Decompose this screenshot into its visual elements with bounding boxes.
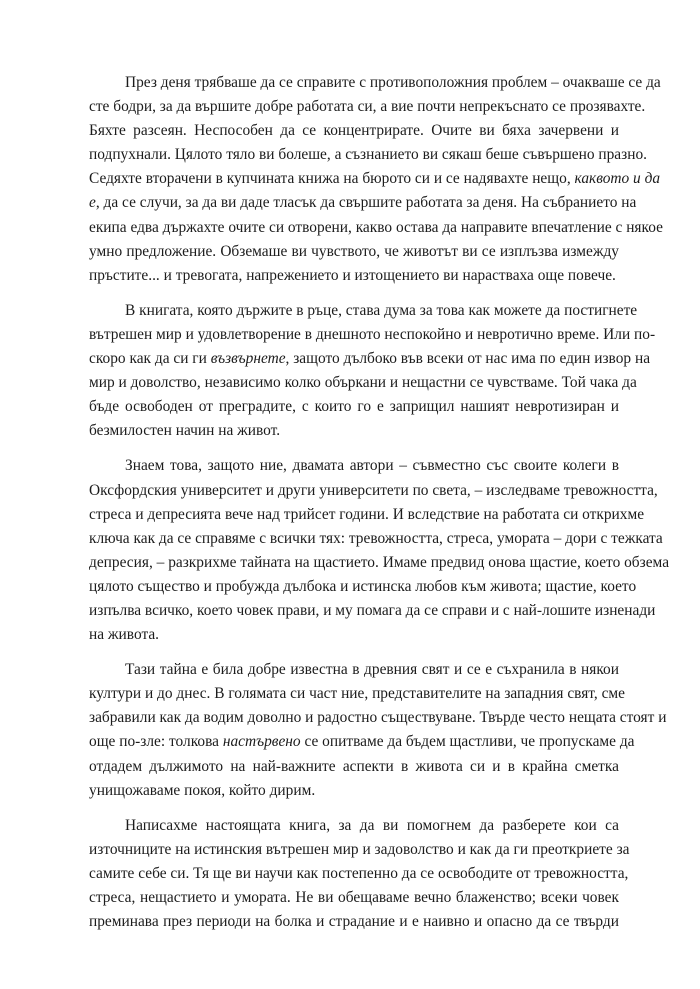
text-line [89, 395, 619, 419]
paragraph-5 [89, 814, 630, 934]
text-line [89, 755, 619, 779]
text-run: цялото същество и пробужда дълбока и истинска любов към живота; щастие, което [89, 577, 637, 595]
text-line [89, 599, 656, 623]
text-run: изпълва всичко, което човек прави, и му помага да се справи и с най-лошите изненади [89, 601, 656, 619]
text-run: още по-зле: толкова [89, 733, 223, 751]
text-run: Знаем това, защото ние, двамата автори – съвместно със своите колеги в [125, 457, 619, 475]
text-line [89, 323, 656, 347]
text-run: забравили как да водим доволно и радостно съществуване. Твърде често нещата стоят и [89, 709, 667, 727]
text-run: През деня трябваше да се справите с противоположния проблем – очакваше се да [125, 74, 661, 91]
text-run: Бяхте разсеян. Неспособен да се концентрирате. Очите ви бяха зачервени и [89, 122, 619, 140]
text-run: , да се случи, за да ви даде тласък да свършите работата за деня. На събранието на [95, 194, 637, 212]
text-run: сте бодри, за да вършите добре работата си, а вие почти непрекъснато се прозявахте. [89, 98, 646, 116]
text-line [89, 862, 629, 886]
text-line [89, 730, 635, 754]
paragraph-2 [89, 299, 656, 444]
text-line [89, 886, 619, 910]
text-run: Седяхте вторачени в купчината книжа на бюрото си и се надявахте нещо, [89, 170, 575, 188]
text-run: скоро как да си ги [89, 350, 211, 368]
paragraph-4 [89, 658, 667, 803]
text-run: отдадем дължимото на най-важните аспекти в живота си и в крайна сметка [89, 757, 619, 775]
text-line [89, 575, 637, 599]
text-line [89, 706, 667, 730]
text-run: се опитваме да бъдем щастливи, че пропускаме да [300, 733, 635, 751]
text-line [89, 551, 670, 575]
text-line [89, 299, 638, 323]
text-line [89, 216, 663, 240]
text-run: мир и доволство, независимо колко объркани и нещастни се чувстваме. Той чака да [89, 374, 637, 392]
text-run: култури и до днес. В голямата си част ние, представителите на западния свят, сме [89, 685, 625, 703]
paragraph-3 [89, 454, 670, 647]
text-line [89, 779, 619, 803]
text-run: самите себе си. Тя ще ви научи как постепенно да се освободите от тревожността, [89, 864, 629, 882]
paragraph-1 [89, 71, 663, 288]
text-line [89, 240, 619, 264]
text-run: безмилостен начин на живот. [89, 422, 281, 440]
text-line [89, 167, 661, 191]
emphasis-text: каквото и да [574, 170, 661, 188]
text-run: депресия, – разкрихме тайната на щастието. Имаме предвид онова щастие, което обзема [89, 553, 670, 571]
text-run: подпухнали. Цялото тяло ви болеше, а съзнанието ви сякаш беше съвършено празно. [89, 146, 647, 164]
text-run: преминава през периоди на болка и страдание и е наивно и опасно да се твърди [89, 913, 619, 931]
text-run: на живота. [89, 626, 160, 644]
emphasis-text: настървено [222, 733, 301, 751]
text-line [89, 264, 619, 288]
text-run: В книгата, която държите в ръце, става дума за това как можете да постигнете [125, 301, 638, 319]
text-run: пръстите... и тревогата, напрежението и изтощението ви нарастваха още повече. [89, 266, 616, 284]
text-line [89, 95, 646, 119]
text-line [89, 143, 647, 167]
text-run: умно предложение. Обземаше ви чувството, че животът ви се изплъзва измежду [89, 242, 619, 260]
text-run: , защото дълбоко във всеки от нас има по един извор на [285, 350, 651, 368]
text-run: вътрешен мир и удовлетворение в днешното неспокойно и невротично време. Или по- [89, 325, 656, 343]
emphasis-text: е [89, 194, 96, 212]
text-run: бъде освободен от преградите, с които го е заприщил нашият невротизиран и [89, 398, 619, 416]
text-line [89, 479, 658, 503]
text-line [89, 682, 625, 706]
text-line [89, 119, 619, 143]
text-line [89, 623, 619, 647]
text-run: екипа едва държахте очите си отворени, какво остава да направите впечатление с някое [89, 218, 663, 236]
text-line [89, 419, 619, 443]
text-line [89, 814, 619, 838]
text-line [89, 71, 661, 95]
emphasis-text: възвърнете [210, 350, 286, 368]
text-line [89, 503, 645, 527]
text-run: стреса и депресията вече над трийсет години. И вследствие на работата си открихме [89, 505, 645, 523]
text-line [89, 838, 630, 862]
text-run: Написахме настоящата книга, за да ви помогнем да разберете кои са [125, 816, 619, 834]
text-line [89, 527, 663, 551]
text-run: стреса, нещастието и умората. Не ви обещаваме вечно блаженство; всеки човек [89, 889, 619, 906]
text-line [89, 191, 637, 215]
text-run: ключа как да се справяме с всички тях: тревожността, стреса, умората – дори с тежката [89, 529, 663, 547]
text-run: унищожаваме покоя, който дирим. [89, 781, 316, 799]
text-line [89, 454, 619, 478]
text-run: Оксфордския университет и други университети по света, – изследваме тревожността, [89, 481, 658, 499]
text-run: източниците на истинския вътрешен мир и задоволство и как да ги преоткриете за [89, 840, 630, 858]
text-line [89, 371, 637, 395]
text-run: Тази тайна е била добре известна в древния свят и се е съхранила в някои [125, 661, 619, 679]
text-line [89, 658, 619, 682]
document-page [89, 71, 670, 945]
text-line [89, 910, 619, 934]
text-line [89, 347, 651, 371]
